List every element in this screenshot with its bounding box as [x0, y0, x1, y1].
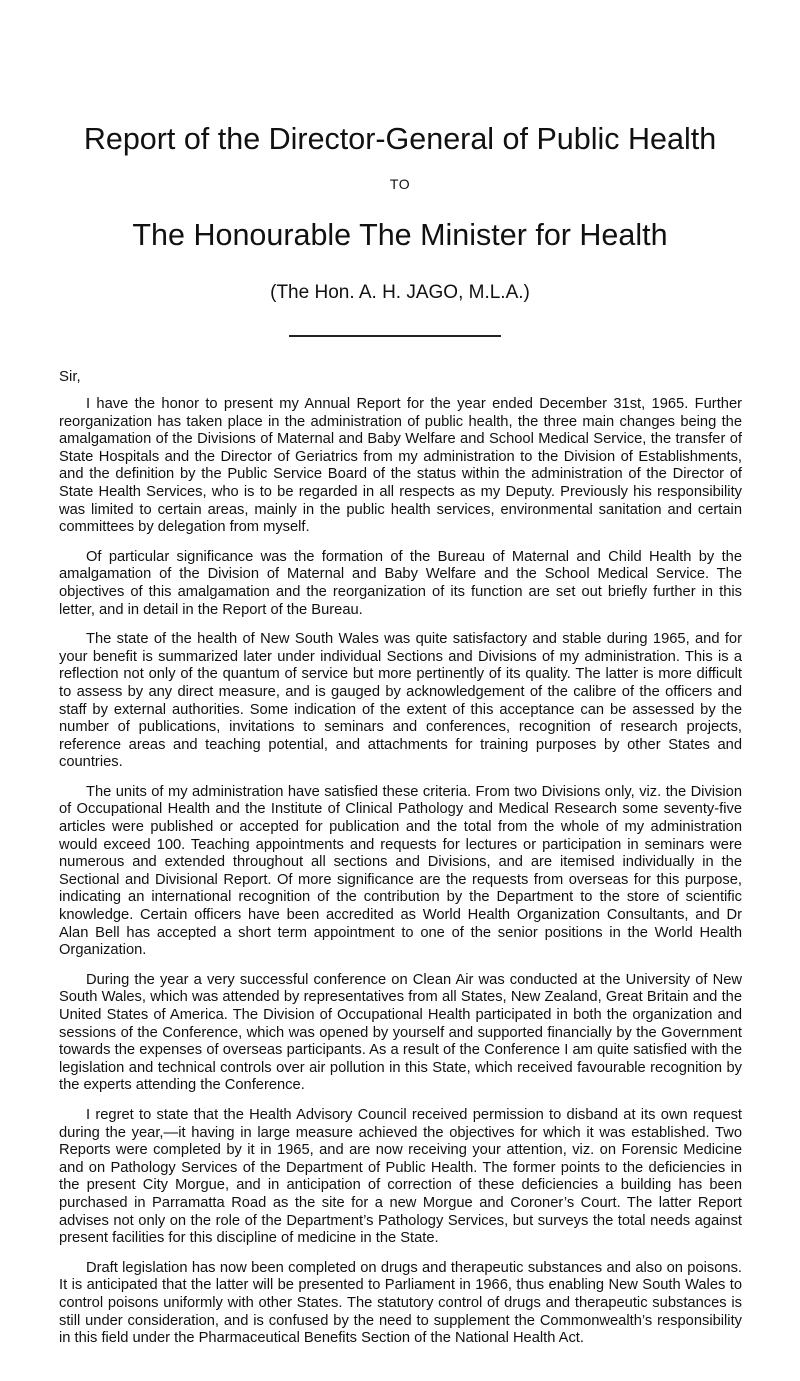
report-title: Report of the Director-General of Public Health [83, 122, 717, 156]
paragraph: The state of the health of New South Wales was quite satisfactory and stable during 1965, and for your benefit is summarized later under individual Sections and Divisions of my administration. This is a reflection not only of the quantum of service but more pertinently of its quality. The latter is more difficult to assess by any direct measure, and is gauged by acknowledgement of the calibre of the officers and staff by external authorities. Some indication of the extent of this acceptance can be assessed by the number of publications, invitations to seminars and conferences, recognition of research projects, reference areas and teaching potential, and attachments for training purposes by other States and countries. [59, 631, 742, 771]
paragraph: I regret to state that the Health Advisory Council received permission to disband at its own request during the year,—it having in large measure achieved the objectives for which it was established. Two Reports were completed by it in 1965, and are now receiving your attention, viz. on Forensic Medicine and on Pathology Services of the Department of Public Health. The former points to the deficiencies in the present City Morgue, and in anticipation of correction of these deficiencies a building has been purchased in Parramatta Road as the site for a new Morgue and Coroner’s Court. The latter Report advises not only on the role of the Department’s Pathology Services, but surveys the total needs against present facilities for this discipline of medicine in the State. [59, 1106, 742, 1247]
minister-name: (The Hon. A. H. JAGO, M.L.A.) [270, 282, 530, 303]
to-label: TO [389, 176, 411, 192]
divider-rule [289, 335, 501, 337]
paragraph: The units of my administration have satisfied these criteria. From two Divisions only, viz. the Division of Occupational Health and the Institute of Clinical Pathology and Medical Research some seventy-five articles were published or accepted for publication and the total from the whole of my administration would exceed 100. Teaching appointments and requests for lectures or participation in seminars were numerous and extended throughout all sections and Divisions, and are itemised individually in the Sectional and Divisional Report. Of more significance are the requests from overseas for this purpose, indicating an international recognition of the contribution by the Department to the store of scientific knowledge. Certain officers have been accredited as World Health Organization Consultants, and Dr Alan Bell has accepted a short term appointment to one of the senior positions in the World Health Organization. [59, 783, 742, 959]
paragraph: I have the honor to present my Annual Report for the year ended December 31st, 1965. Further reorganization has taken place in the administration of public health, the three main changes being the amalgamation of the Divisions of Maternal and Baby Welfare and School Medical Service, the transfer of State Hospitals and the Director of Geriatrics from my administration to the Division of Establishments, and the definition by the Public Service Board of the status within the administration of the Director of State Health Services, who is to be regarded in all respects as my Deputy. Previously his responsibility was limited to certain areas, mainly in the public health services, environmental sanitation and certain committees by delegation from myself. [59, 396, 742, 536]
paragraph: Draft legislation has now been completed on drugs and therapeutic substances and also on poisons. It is anticipated that the latter will be presented to Parliament in 1966, thus enabling New South Wales to control poisons uniformly with other States. The statutory control of drugs and therapeutic substances is still under consideration, and is confused by the need to supplement the Commonwealth’s responsibility in this field under the Pharmaceutical Benefits Section of the National Health Act. [59, 1259, 742, 1347]
paragraph: During the year a very successful conference on Clean Air was conducted at the University of New South Wales, which was attended by representatives from all States, New Zealand, Great Britain and the United States of America. The Division of Occupational Health participated in both the organization and sessions of the Conference, which was opened by yourself and supported financially by the Government towards the expenses of overseas participants. As a result of the Conference I am quite satisfied with the legislation and technical controls over air pollution in this State, which received favourable recognition by the experts attending the Conference. [59, 971, 742, 1094]
salutation: Sir, [59, 368, 81, 385]
letter-body [59, 396, 742, 1360]
recipient-title: The Honourable The Minister for Health [132, 218, 668, 252]
paragraph: Of particular significance was the formation of the Bureau of Maternal and Child Health by the amalgamation of the Division of Maternal and Baby Welfare and the School Medical Service. The objectives of this amalgamation and the reorganization of its function are set out briefly further in this letter, and in detail in the Report of the Bureau. [59, 548, 742, 618]
